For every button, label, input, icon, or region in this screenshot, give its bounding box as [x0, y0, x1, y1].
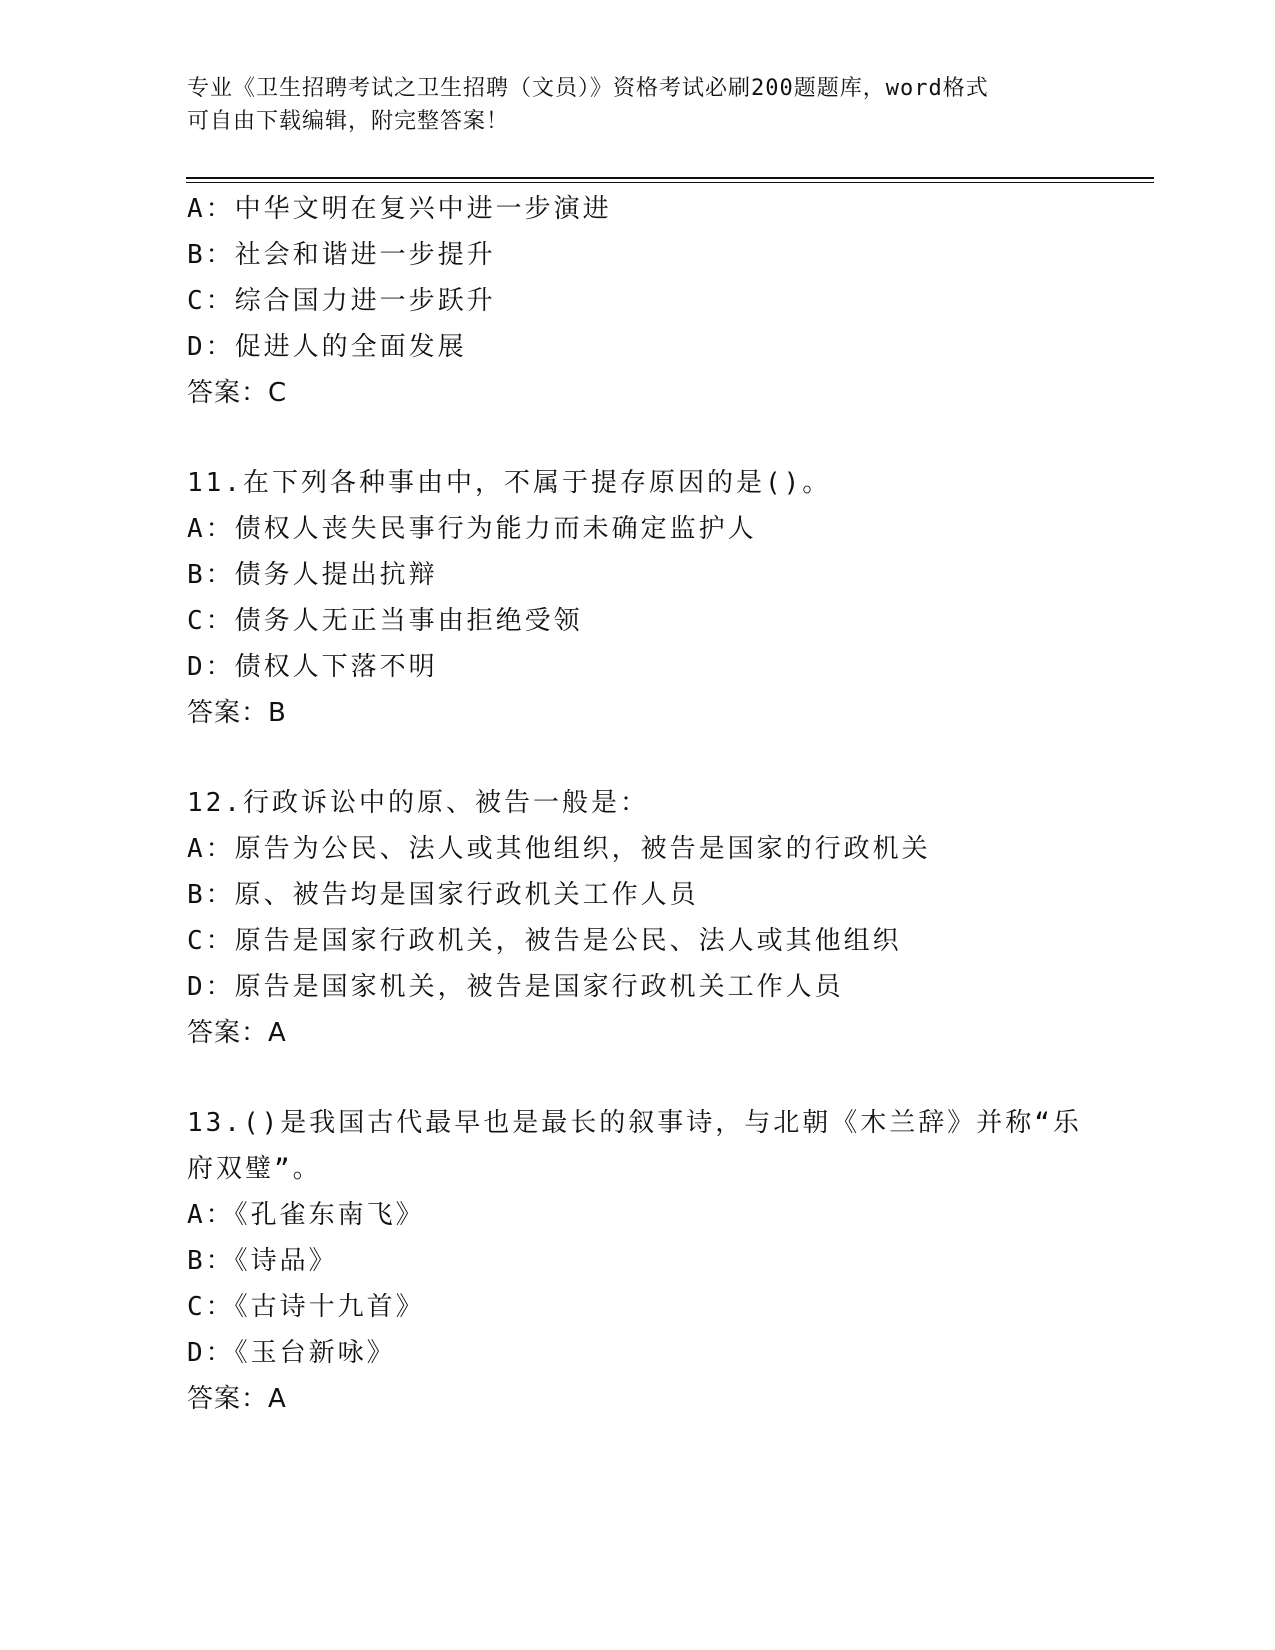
header-line-1: 专业《卫生招聘考试之卫生招聘（文员）》资格考试必刷200题题库，word格式 — [187, 76, 989, 101]
option-c: C：债务人无正当事由拒绝受领 — [187, 606, 583, 636]
option-d: D：《玉台新咏》 — [187, 1338, 396, 1368]
answer-line: 答案：A — [187, 1384, 287, 1414]
question-stem: 12.行政诉讼中的原、被告一般是： — [187, 788, 649, 818]
question-list — [187, 186, 1147, 1422]
question-block-11 — [187, 460, 1147, 736]
option-b: B：社会和谐进一步提升 — [187, 240, 496, 270]
header-divider-thick — [186, 177, 1154, 179]
option-d: D：促进人的全面发展 — [187, 332, 467, 362]
document-header — [187, 72, 1087, 138]
option-c: C：《古诗十九首》 — [187, 1292, 425, 1322]
option-a: A：中华文明在复兴中进一步演进 — [187, 194, 612, 224]
option-a: A：原告为公民、法人或其他组织，被告是国家的行政机关 — [187, 834, 931, 864]
question-stem-line-1: 13.()是我国古代最早也是最长的叙事诗，与北朝《木兰辞》并称“乐 — [187, 1108, 1082, 1138]
question-stem: 11.在下列各种事由中，不属于提存原因的是()。 — [187, 468, 832, 498]
option-a: A：债权人丧失民事行为能力而未确定监护人 — [187, 514, 757, 544]
question-block-continued — [187, 186, 1147, 416]
option-c: C：综合国力进一步跃升 — [187, 286, 496, 316]
option-a: A：《孔雀东南飞》 — [187, 1200, 425, 1230]
option-b: B：原、被告均是国家行政机关工作人员 — [187, 880, 699, 910]
option-b: B：《诗品》 — [187, 1246, 338, 1276]
question-block-12 — [187, 780, 1147, 1056]
question-block-13 — [187, 1100, 1147, 1422]
option-d: D：债权人下落不明 — [187, 652, 438, 682]
answer-line: 答案：C — [187, 378, 288, 408]
option-b: B：债务人提出抗辩 — [187, 560, 438, 590]
header-line-2: 可自由下载编辑，附完整答案！ — [187, 109, 510, 134]
option-c: C：原告是国家行政机关，被告是公民、法人或其他组织 — [187, 926, 902, 956]
header-divider-thin — [186, 182, 1154, 183]
answer-line: 答案：A — [187, 1018, 287, 1048]
question-stem-line-2: 府双璧”。 — [187, 1154, 322, 1184]
option-d: D：原告是国家机关，被告是国家行政机关工作人员 — [187, 972, 844, 1002]
answer-line: 答案：B — [187, 698, 287, 728]
